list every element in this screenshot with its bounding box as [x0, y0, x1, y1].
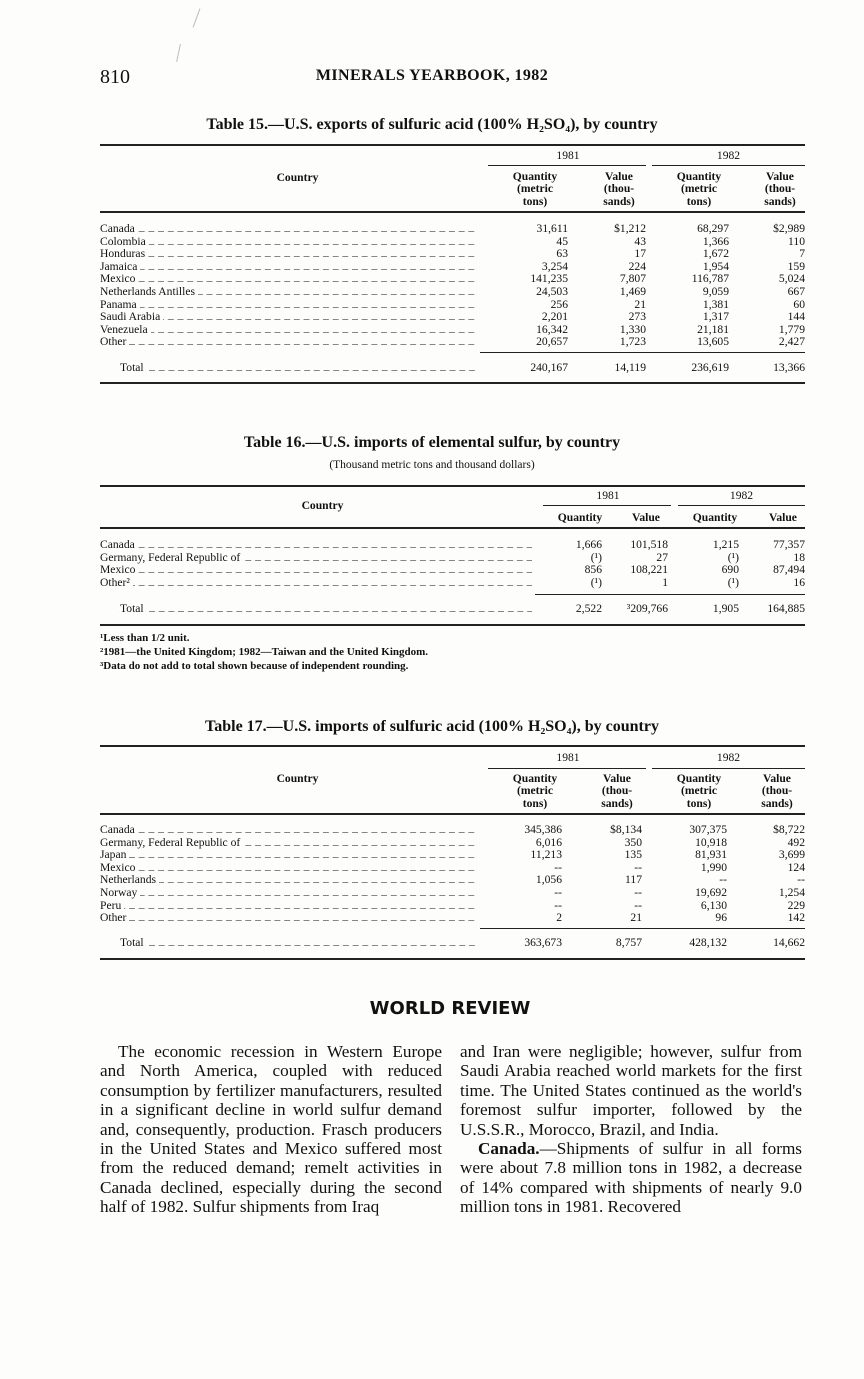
- value-cell-q82: 19,692: [695, 885, 727, 899]
- value-cell-q81: 20,657: [536, 335, 568, 349]
- value-cell-v81: 7,807: [619, 272, 646, 286]
- country-label: Mexico: [100, 564, 138, 576]
- table17-year1-rule: [488, 768, 646, 769]
- value-cell-q82: 1,672: [702, 247, 729, 261]
- value-cell-q82: 1,366: [702, 234, 729, 248]
- table16-country-header: Country: [301, 499, 344, 512]
- value-cell-q82: 690: [721, 563, 739, 577]
- country-label: Norway: [100, 887, 140, 899]
- country-label: Mexico: [100, 273, 138, 285]
- table-row: [100, 248, 805, 261]
- table17-country-header: Country: [276, 772, 319, 785]
- table17-title: Table 17.—U.S. imports of sulfuric acid (100% H₂SO₄), by country: [205, 718, 659, 735]
- value-cell-v81: 350: [624, 835, 642, 849]
- value-cell-v81: --: [634, 885, 642, 899]
- value-cell-v81: 1,330: [619, 322, 646, 336]
- table16-footnote-2: ²1981—the United Kingdom; 1982—Taiwan and the United Kingdom.: [100, 646, 429, 658]
- country-cell: [100, 286, 478, 299]
- value-cell-v82: --: [797, 873, 805, 887]
- world-review-paragraph: The economic recession in Western Europe and North America, coupled with reduced consumption by fertilizer manufacturers, resulted in a significant decline in world sulfur demand and, consequently, production. Frasch producers in the United States and Mexico suffered most from the reduced demand; remelt activities in Canada declined, especially during the second half of 1982. Sulfur shipments from Iraq: [100, 1042, 442, 1217]
- value-cell-q81: 31,611: [536, 222, 568, 235]
- value-cell-q82: 13,605: [697, 335, 729, 349]
- value-cell-v81: 117: [625, 873, 642, 887]
- value-cell-v82: 5,024: [778, 272, 805, 286]
- table15-year2-rule: [652, 165, 805, 166]
- value-cell-v81: 21: [630, 911, 642, 925]
- table16-top-rule: [100, 485, 805, 487]
- country-label: Peru: [100, 900, 124, 912]
- running-head: MINERALS YEARBOOK, 1982: [315, 67, 549, 84]
- table16-qty82-header: Quantity: [692, 511, 738, 524]
- value-cell-q81: 24,503: [536, 284, 568, 298]
- country-label: Canada: [100, 824, 138, 836]
- value-cell-v81: --: [634, 898, 642, 912]
- value-cell-q81: (¹): [590, 575, 602, 589]
- value-cell-v81: 43: [634, 234, 646, 248]
- table17-year2-rule: [652, 768, 805, 769]
- table16-bottom-rule: [100, 624, 805, 626]
- value-cell-v81: 135: [624, 848, 642, 862]
- table15-bottom-rule: [100, 382, 805, 384]
- table17-qty82-header: Quantity (metric tons): [676, 772, 722, 810]
- value-cell-v81: 17: [634, 247, 646, 261]
- country-label: Netherlands: [100, 874, 159, 886]
- table-row: [100, 900, 805, 913]
- table-row: [100, 564, 805, 577]
- value-cell-v81: 108,221: [630, 563, 668, 577]
- value-cell-v82: 1,779: [778, 322, 805, 336]
- table-row: [100, 552, 805, 565]
- section-lead-canada: Canada.: [478, 1139, 540, 1159]
- table15-total-q81: 240,167: [530, 361, 568, 374]
- value-cell-v82: 2,427: [778, 335, 805, 349]
- value-cell-q81: 345,386: [524, 823, 562, 836]
- table16-qty81-header: Quantity: [557, 511, 603, 524]
- world-review-heading: WORLD REVIEW: [369, 998, 531, 1019]
- table17-val82-header: Value (thou- sands): [761, 772, 793, 810]
- value-cell-q81: 1,056: [535, 873, 562, 887]
- table17-bottom-rule: [100, 958, 805, 960]
- country-label: Saudi Arabia: [100, 311, 163, 323]
- table16-total-v82: 164,885: [767, 602, 805, 615]
- country-cell: [100, 837, 478, 850]
- value-cell-v81: 273: [628, 310, 646, 324]
- scan-mark: [193, 8, 201, 27]
- value-cell-q81: 2: [556, 911, 562, 925]
- table16-footnote-3: ³Data do not add to total shown because of independent rounding.: [100, 660, 409, 672]
- table-row: [100, 311, 805, 324]
- country-cell: [100, 539, 532, 552]
- table17-top-rule: [100, 745, 805, 747]
- value-cell-v81: 1: [662, 575, 668, 589]
- table16-year1-rule: [543, 505, 671, 506]
- country-cell: [100, 564, 532, 577]
- table16-title: Table 16.—U.S. imports of elemental sulfur, by country: [243, 434, 621, 451]
- table-row: [100, 286, 805, 299]
- country-cell: [100, 887, 478, 900]
- scan-mark: [176, 44, 181, 62]
- value-cell-q81: 2,201: [541, 310, 568, 324]
- value-cell-q82: 307,375: [689, 823, 727, 836]
- table17-year1: 1981: [556, 751, 580, 764]
- table15-title: Table 15.—U.S. exports of sulfuric acid (100% H₂SO₄), by country: [206, 116, 658, 133]
- table17-qty81-header: Quantity (metric tons): [512, 772, 558, 810]
- country-cell: [100, 874, 478, 887]
- value-cell-q82: 68,297: [697, 222, 729, 235]
- table16-body: [100, 539, 805, 589]
- page-number: 810: [100, 66, 130, 88]
- table17-total: [100, 937, 805, 950]
- world-review-paragraph: and Iran were negligible; however, sulfur from Saudi Arabia reached world markets for the first time. The United States continued as the world's foremost sulfur importer, followed by the U.S.S.R., Morocco, Brazil, and India.: [460, 1042, 802, 1139]
- table15-total-v82: 13,366: [773, 361, 805, 374]
- country-cell: [100, 273, 478, 286]
- table16-val81-header: Value: [632, 511, 660, 524]
- country-cell: [100, 900, 478, 913]
- table17-val81-header: Value (thou- sands): [601, 772, 633, 810]
- table-row: [100, 849, 805, 862]
- table15-top-rule: [100, 144, 805, 146]
- value-cell-v81: 1,469: [619, 284, 646, 298]
- country-cell: [100, 336, 478, 349]
- value-cell-q81: 45: [556, 234, 568, 248]
- value-cell-v81: 1,723: [619, 335, 646, 349]
- value-cell-q82: 21,181: [697, 322, 729, 336]
- table17-header-rule: [100, 813, 805, 815]
- table15-year1-rule: [488, 165, 646, 166]
- country-label: Honduras: [100, 248, 148, 260]
- value-cell-q82: 116,787: [691, 272, 729, 286]
- value-cell-q81: --: [554, 860, 562, 874]
- table-row: [100, 236, 805, 249]
- value-cell-q81: 141,235: [530, 272, 568, 286]
- table16-header-rule: [100, 527, 805, 529]
- table-row: [100, 223, 805, 236]
- table-row: [100, 362, 805, 375]
- country-label: Jamaica: [100, 261, 140, 273]
- table17-total-rule: [480, 928, 805, 929]
- canada-paragraph-text: —Shipments of sulfur in all forms were about 7.8 million tons in 1982, a decrease of 14% compared with shipments of nearly 9.0 million tons in 1981. Recovered: [460, 1139, 802, 1217]
- value-cell-v81: $1,212: [614, 222, 646, 235]
- table-row: [100, 937, 805, 950]
- country-label: Netherlands Antilles: [100, 286, 198, 298]
- country-label: Colombia: [100, 236, 149, 248]
- world-review-paragraph: [460, 1139, 802, 1217]
- table15-total: [100, 362, 805, 375]
- country-label: Germany, Federal Republic of: [100, 552, 243, 564]
- value-cell-q81: --: [554, 898, 562, 912]
- value-cell-q82: 81,931: [695, 848, 727, 862]
- table17-year2: 1982: [716, 751, 741, 764]
- value-cell-q82: --: [719, 873, 727, 887]
- value-cell-q81: 16,342: [536, 322, 568, 336]
- value-cell-q81: 11,213: [530, 848, 562, 862]
- value-cell-q81: --: [554, 885, 562, 899]
- table15-total-rule: [480, 352, 805, 353]
- country-cell: [100, 248, 478, 261]
- table17-total-v81: 8,757: [615, 936, 642, 949]
- table15-total-v81: 14,119: [614, 361, 646, 374]
- table16-total-rule: [535, 594, 805, 595]
- value-cell-q81: (¹): [590, 550, 602, 564]
- value-cell-q82: 1,381: [702, 297, 729, 311]
- table17-total-label: Total: [120, 937, 147, 949]
- country-cell: [100, 577, 532, 590]
- world-review-column-2: [460, 1042, 802, 1217]
- table16-total-label: Total: [120, 603, 147, 615]
- value-cell-q82: 6,130: [700, 898, 727, 912]
- country-label: Other: [100, 336, 129, 348]
- table15-country-header: Country: [276, 171, 319, 184]
- country-label: Other²: [100, 577, 133, 589]
- value-cell-v82: 667: [787, 284, 805, 298]
- country-cell: [100, 824, 478, 837]
- country-label: Canada: [100, 223, 138, 235]
- table-row: [100, 862, 805, 875]
- value-cell-v82: 110: [788, 234, 805, 248]
- country-cell: [100, 912, 478, 925]
- country-label: Panama: [100, 299, 140, 311]
- country-label: Mexico: [100, 862, 138, 874]
- table15-val81-header: Value (thou- sands): [603, 170, 635, 208]
- value-cell-v82: $2,989: [773, 222, 805, 235]
- value-cell-q82: (¹): [727, 575, 739, 589]
- value-cell-q82: 1,990: [700, 860, 727, 874]
- country-cell: [100, 223, 478, 236]
- value-cell-v82: 77,357: [773, 538, 805, 551]
- table17-body: [100, 824, 805, 925]
- value-cell-v82: 142: [787, 911, 805, 925]
- table15-header-rule: [100, 211, 805, 213]
- table16-year1: 1981: [596, 489, 620, 502]
- value-cell-v82: 159: [787, 259, 805, 273]
- country-label: Germany, Federal Republic of: [100, 837, 243, 849]
- country-cell: [100, 324, 478, 337]
- country-cell: [100, 261, 478, 274]
- country-label: Canada: [100, 539, 138, 551]
- value-cell-q81: 856: [584, 563, 602, 577]
- value-cell-v82: 87,494: [773, 563, 805, 577]
- table16-val82-header: Value: [769, 511, 797, 524]
- value-cell-q82: 9,059: [702, 284, 729, 298]
- table17-total-v82: 14,662: [773, 936, 805, 949]
- value-cell-v82: 1,254: [778, 885, 805, 899]
- table16-total-q81: 2,522: [575, 602, 602, 615]
- value-cell-q82: (¹): [727, 550, 739, 564]
- country-cell: [100, 236, 478, 249]
- table-row: [100, 539, 805, 552]
- table-row: [100, 299, 805, 312]
- table-row: [100, 273, 805, 286]
- value-cell-v81: $8,134: [610, 823, 642, 836]
- table16-year2-rule: [678, 505, 805, 506]
- value-cell-q82: 1,954: [702, 259, 729, 273]
- value-cell-v82: 492: [787, 835, 805, 849]
- value-cell-q82: 1,215: [712, 538, 739, 551]
- value-cell-q81: 63: [556, 247, 568, 261]
- table15-body: [100, 223, 805, 349]
- country-cell: [100, 849, 478, 862]
- value-cell-v82: 60: [793, 297, 805, 311]
- value-cell-v81: 101,518: [630, 538, 668, 551]
- table-row: [100, 887, 805, 900]
- table16-total: [100, 603, 805, 616]
- value-cell-v82: 7: [799, 247, 805, 261]
- table-row: [100, 577, 805, 590]
- table16-year2: 1982: [729, 489, 754, 502]
- country-cell: [100, 552, 532, 565]
- value-cell-v81: 224: [628, 259, 646, 273]
- table-row: [100, 603, 805, 616]
- value-cell-v82: 16: [793, 575, 805, 589]
- country-cell: [100, 311, 478, 324]
- table15-qty81-header: Quantity (metric tons): [512, 170, 558, 208]
- value-cell-v82: 3,699: [778, 848, 805, 862]
- value-cell-v81: 27: [656, 550, 668, 564]
- value-cell-v82: 144: [787, 310, 805, 324]
- table15-total-q82: 236,619: [691, 361, 729, 374]
- value-cell-q82: 10,918: [695, 835, 727, 849]
- table15-qty82-header: Quantity (metric tons): [676, 170, 722, 208]
- value-cell-v82: 229: [787, 898, 805, 912]
- table15-total-label: Total: [120, 362, 147, 374]
- table15-year2: 1982: [716, 149, 741, 162]
- value-cell-v82: $8,722: [773, 823, 805, 836]
- table17-total-q81: 363,673: [524, 936, 562, 949]
- table16-subtitle: (Thousand metric tons and thousand dollars): [329, 459, 535, 471]
- value-cell-q81: 6,016: [535, 835, 562, 849]
- value-cell-q82: 96: [715, 911, 727, 925]
- country-label: Venezuela: [100, 324, 151, 336]
- value-cell-v82: 18: [793, 550, 805, 564]
- table-row: [100, 912, 805, 925]
- value-cell-q81: 3,254: [541, 259, 568, 273]
- country-label: Japan: [100, 849, 129, 861]
- value-cell-v81: 21: [634, 297, 646, 311]
- table16-total-v81: ³209,766: [626, 602, 668, 615]
- value-cell-v81: --: [634, 860, 642, 874]
- value-cell-v82: 124: [787, 860, 805, 874]
- country-label: Other: [100, 912, 129, 924]
- value-cell-q81: 1,666: [575, 538, 602, 551]
- table16-total-q82: 1,905: [712, 602, 739, 615]
- table16-footnote-1: ¹Less than 1/2 unit.: [100, 632, 190, 644]
- table15-year1: 1981: [556, 149, 580, 162]
- country-cell: [100, 299, 478, 312]
- world-review-column-1: [100, 1042, 442, 1217]
- table15-val82-header: Value (thou- sands): [764, 170, 796, 208]
- value-cell-q82: 1,317: [702, 310, 729, 324]
- table-row: [100, 824, 805, 837]
- table17-total-q82: 428,132: [689, 936, 727, 949]
- value-cell-q81: 256: [550, 297, 568, 311]
- table-row: [100, 336, 805, 349]
- country-cell: [100, 862, 478, 875]
